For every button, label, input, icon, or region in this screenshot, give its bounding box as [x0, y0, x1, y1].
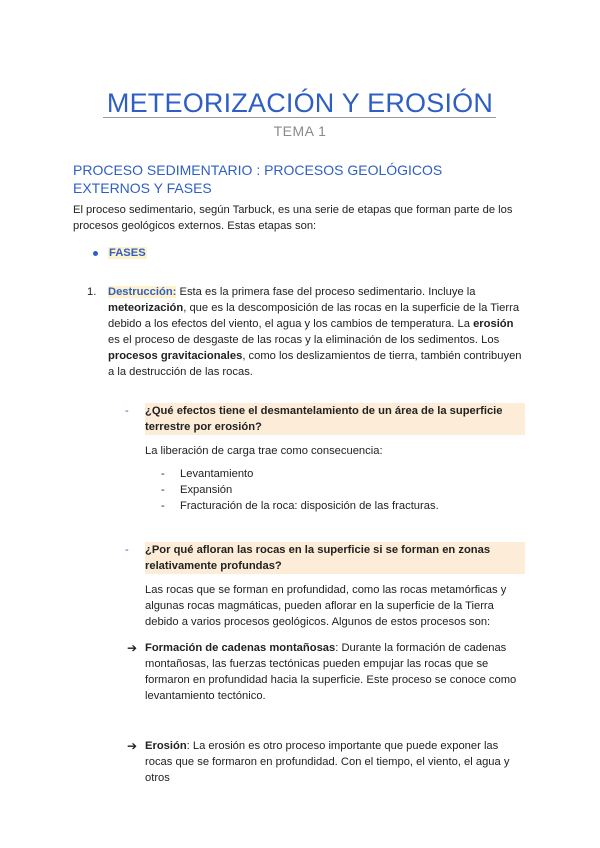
item-lead: Destrucción: — [108, 286, 177, 298]
numbered-item-1 — [87, 284, 527, 380]
dash-icon: - — [161, 500, 165, 512]
dash-icon: - — [161, 468, 165, 480]
list-item — [161, 466, 521, 482]
list-item — [161, 482, 521, 498]
list-item-text: Fracturación de la roca: disposición de las fracturas. — [180, 500, 439, 512]
arrow-right-icon: ➔ — [127, 641, 138, 655]
question-dash: - — [125, 544, 129, 556]
bullet-fases — [93, 245, 147, 261]
section-heading: PROCESO SEDIMENTARIO : PROCESOS GEOLÓGICOS EXTERNOS Y FASES — [73, 162, 443, 196]
item-text: , que es la descomposición de las rocas en la superficie de la Tierra debido a los efectos del viento, el agua y los cambios de temperatura. La — [108, 302, 520, 330]
consequence-list — [161, 466, 521, 514]
arrow-item-text: : La erosión es otro proceso importante que puede exponer las rocas que se formaron en profundidad. Con el tiempo, el viento, el agua y otros — [145, 740, 510, 784]
question-text: ¿Por qué afloran las rocas en la superficie si se forman en zonas relativamente profundas? — [145, 542, 525, 574]
question-dash: - — [125, 405, 129, 417]
arrow-item-lead: Erosión — [145, 740, 187, 752]
arrow-item-erosion — [127, 738, 527, 786]
answer-2: Las rocas que se forman en profundidad, como las rocas metamórficas y algunas rocas magmáticas, pueden aflorar en la superficie de la Tierra debido a varios procesos geológicos. Algunos de estos procesos son: — [145, 584, 507, 628]
item-number: 1. — [87, 286, 97, 298]
arrow-item-body — [145, 738, 527, 786]
title-divider — [103, 117, 496, 118]
bullet-dot-icon — [93, 251, 98, 256]
arrow-item-cadenas — [127, 640, 527, 704]
arrow-item-lead: Formación de cadenas montañosas — [145, 642, 336, 654]
arrow-item-body — [145, 640, 527, 704]
arrow-right-icon: ➔ — [127, 739, 138, 753]
list-item-text: Expansión — [180, 484, 233, 496]
answer-1: La liberación de carga trae como consecuencia: — [145, 445, 383, 457]
term-procesos-gravitacionales: procesos gravitacionales — [108, 350, 243, 362]
question-2 — [125, 542, 525, 574]
list-item-text: Levantamiento — [180, 468, 254, 480]
question-1 — [125, 403, 525, 435]
term-meteorizacion: meteorización — [108, 302, 184, 314]
intro-paragraph: El proceso sedimentario, según Tarbuck, es una serie de etapas que forman parte de los procesos geológicos externos. Estas etapas son: — [73, 204, 513, 232]
bullet-label: FASES — [109, 247, 146, 259]
document-title: METEORIZACIÓN Y EROSIÓN — [106, 88, 494, 119]
item-text: , como los deslizamientos de tierra, también contribuyen a la destrucción de las rocas. — [108, 350, 522, 378]
arrow-item-text: : Durante la formación de cadenas montañosas, las fuerzas tectónicas pueden empujar las rocas que se formaron en profundidad hacia la superficie. Este proceso se conoce como levantamiento tectónico. — [145, 642, 517, 702]
question-text: ¿Qué efectos tiene el desmantelamiento de un área de la superficie terrestre por erosión? — [145, 403, 525, 435]
item-text: Esta es la primera fase del proceso sedimentario. Incluye la — [176, 286, 476, 298]
document-subtitle: TEMA 1 — [273, 123, 327, 139]
term-erosion: erosión — [473, 318, 514, 330]
item-text: es el proceso de desgaste de las rocas y la eliminación de los sedimentos. Los — [108, 334, 500, 346]
dash-icon: - — [161, 484, 165, 496]
list-item — [161, 498, 521, 514]
item-body — [108, 284, 527, 380]
